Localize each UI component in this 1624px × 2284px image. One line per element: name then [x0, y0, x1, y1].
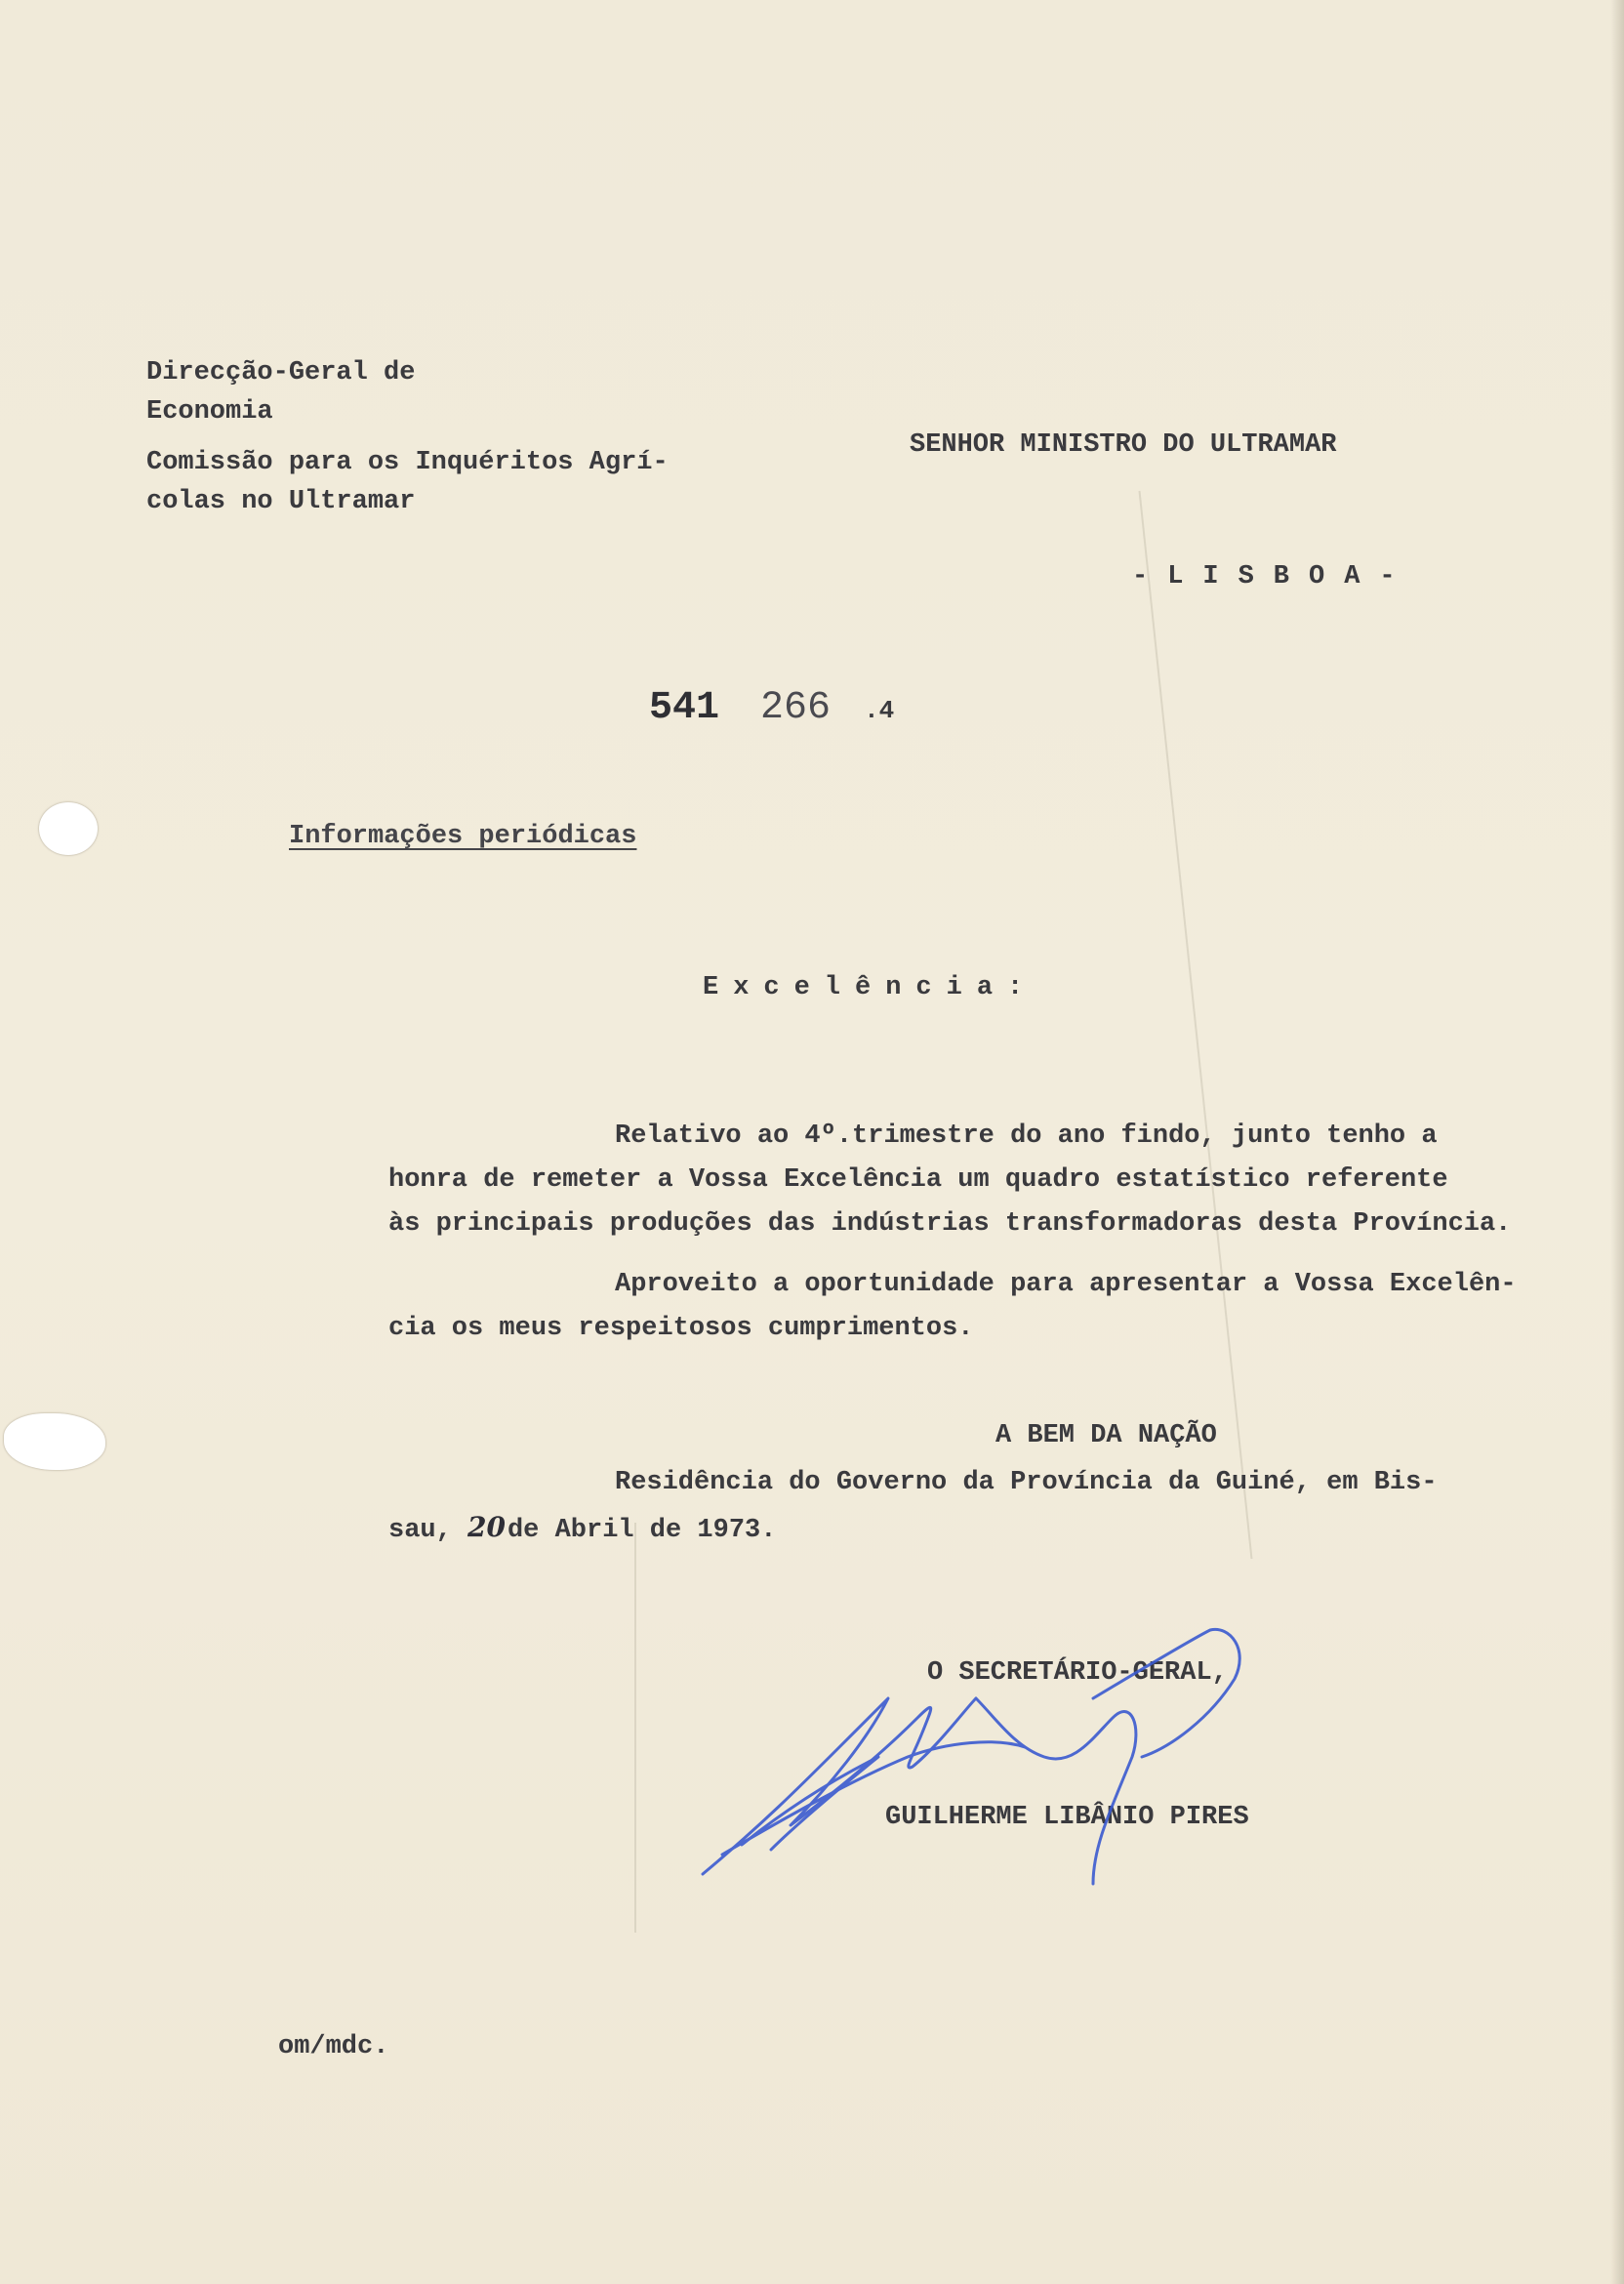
punch-hole-top	[39, 802, 98, 855]
body-line: cia os meus respeitosos cumprimentos.	[388, 1314, 974, 1343]
paper-crease	[634, 1523, 636, 1933]
signatory-title: O SECRETÁRIO-GERAL,	[927, 1658, 1228, 1688]
sender-block	[146, 354, 669, 522]
place-and-date	[388, 1464, 1438, 1552]
reference-number	[649, 683, 894, 736]
body-line: Relativo ao 4º.trimestre do ano findo, junto tenho a	[615, 1122, 1438, 1151]
reference-number-part1: 541	[649, 686, 720, 730]
place-line-prefix: sau,	[388, 1516, 452, 1545]
reference-number-part2: 266	[760, 686, 832, 730]
subject-heading: Informações periódicas	[289, 822, 637, 851]
letter-body	[388, 1118, 1517, 1354]
place-line: Residência do Governo da Província da Guiné, em Bis-	[615, 1468, 1438, 1497]
commission-line: colas no Ultramar	[146, 487, 416, 516]
closing-motto: A BEM DA NAÇÃO	[995, 1421, 1217, 1450]
date-line	[388, 1508, 1438, 1552]
paper-edge-shadow	[1610, 0, 1624, 2284]
signatory-name: GUILHERME LIBÂNIO PIRES	[885, 1803, 1249, 1832]
body-line: às principais produções das indústrias transformadoras desta Província.	[388, 1209, 1512, 1239]
recipient-city: -LISBOA-	[1132, 562, 1415, 591]
body-line: honra de remeter a Vossa Excelência um quadro estatístico referente	[388, 1165, 1448, 1195]
department-line: Economia	[146, 397, 273, 427]
recipient-title: SENHOR MINISTRO DO ULTRAMAR	[910, 430, 1337, 460]
handwritten-signature	[683, 1611, 1308, 1903]
reference-suffix: .4	[864, 696, 895, 725]
body-line: Aproveito a oportunidade para apresentar a Vossa Excelên-	[615, 1270, 1517, 1299]
salutation: Excelência:	[703, 973, 1038, 1002]
typist-initials: om/mdc.	[278, 2032, 389, 2061]
punch-hole-bottom	[4, 1413, 105, 1470]
paper-crease	[1139, 491, 1253, 1559]
date-line-suffix: de Abril de 1973.	[507, 1516, 777, 1545]
department-line: Direcção-Geral de	[146, 358, 416, 387]
commission-line: Comissão para os Inquéritos Agrí-	[146, 448, 669, 477]
handwritten-day: 20	[467, 1511, 506, 1543]
